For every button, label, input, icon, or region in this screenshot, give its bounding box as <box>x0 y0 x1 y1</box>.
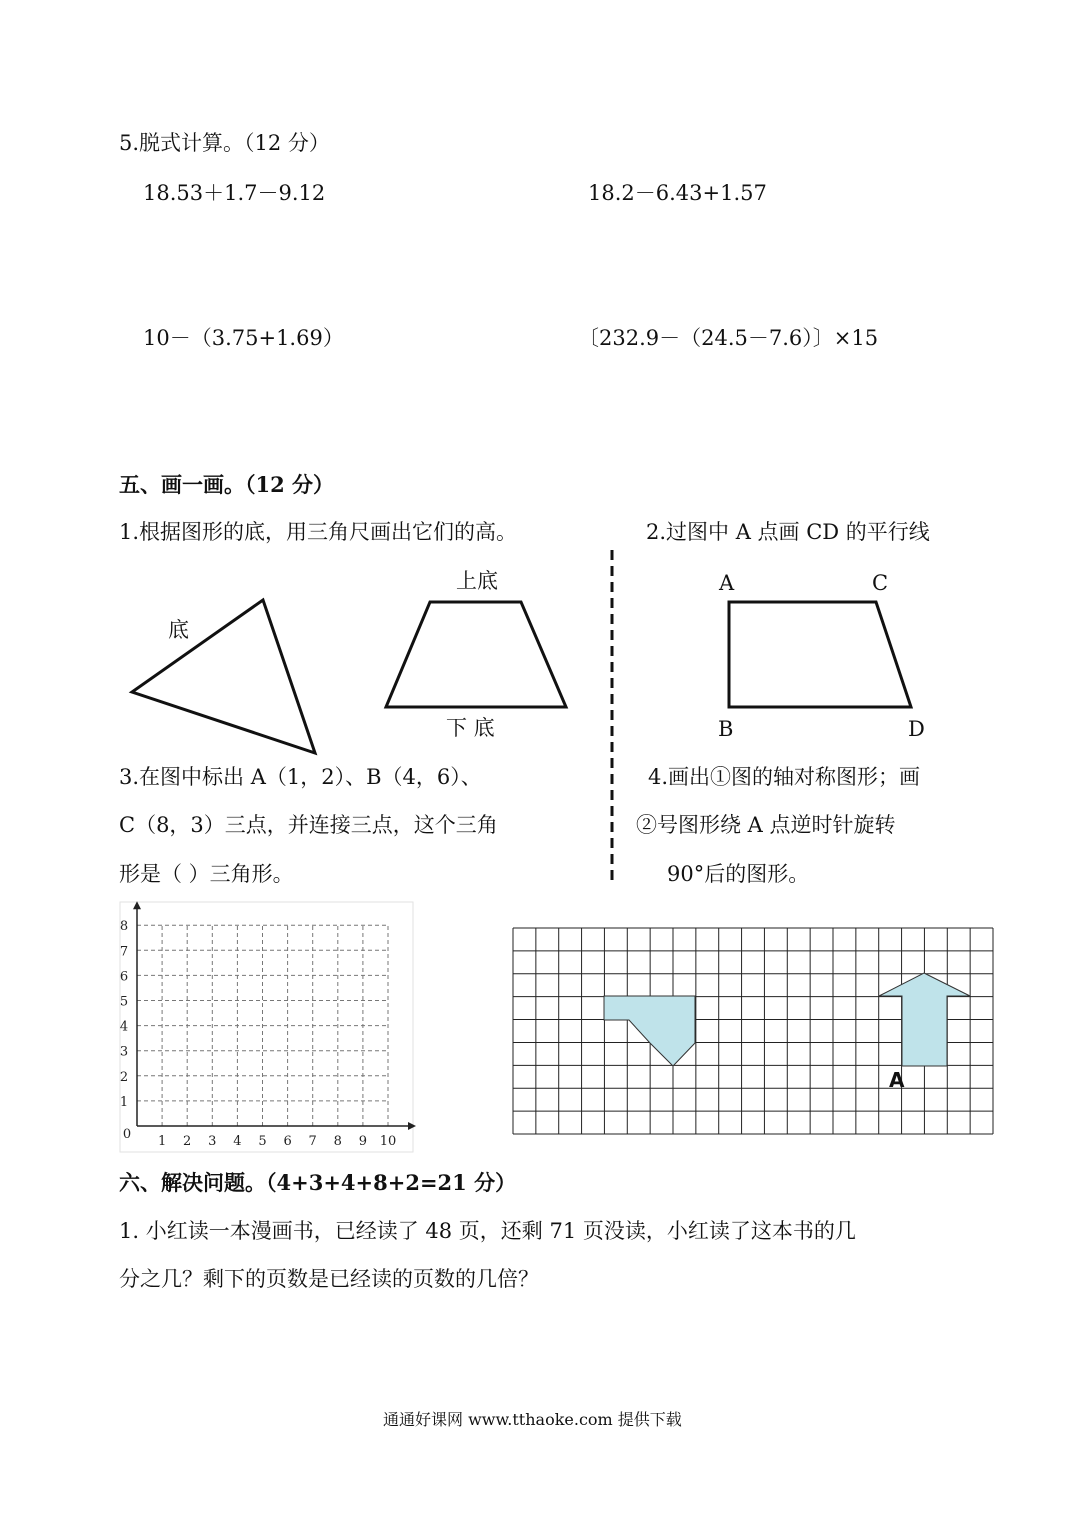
sec5-q3-line3: 形是（ ）三角形。 <box>119 862 294 886</box>
x-tick-label: 6 <box>283 1134 292 1149</box>
x-tick-label: 8 <box>333 1134 342 1149</box>
x-tick-label: 4 <box>233 1134 242 1149</box>
sec5-q4-line2: ②号图形绕 A 点逆时针旋转 <box>636 813 896 837</box>
y-tick-label: 4 <box>119 1019 129 1035</box>
sec5-q3-line1: 3.在图中标出 A（1，2）、B（4，6）、 <box>119 765 482 789</box>
x-tick-label: 0 <box>122 1127 132 1142</box>
y-tick-label: 2 <box>119 1069 129 1085</box>
trapezoid-figure <box>386 602 566 707</box>
x-tick-label: 2 <box>183 1134 192 1149</box>
sec6-q1-line2: 分之几？剩下的页数是已经读的页数的几倍？ <box>119 1267 539 1291</box>
x-tick-label: 9 <box>358 1134 368 1149</box>
quad-label-d: D <box>908 717 925 741</box>
q5-expr-3: 10－（3.75+1.69） <box>143 326 344 350</box>
q5-expr-4: 〔232.9－（24.5－7.6）〕×15 <box>578 326 879 350</box>
x-tick-label: 5 <box>258 1134 267 1149</box>
triangle-figure <box>132 600 315 753</box>
section-6-title: 六、解决问题。（4+3+4+8+2=21 分） <box>119 1170 517 1195</box>
quadrilateral-abcd <box>729 602 911 707</box>
page-footer: 通通好课网 www.tthaoke.com 提供下载 <box>383 1410 682 1429</box>
rotation-point-label: A <box>889 1068 905 1092</box>
sec5-q2: 2.过图中 A 点画 CD 的平行线 <box>646 520 930 544</box>
x-tick-label: 3 <box>208 1134 217 1149</box>
q5-expr-1: 18.53＋1.7－9.12 <box>143 181 326 205</box>
sec5-q3-line2: C（8，3）三点，并连接三点，这个三角 <box>119 813 498 837</box>
y-tick-label: 1 <box>119 1094 129 1110</box>
trapezoid-top-label: 上底 <box>456 569 498 593</box>
y-tick-label: 8 <box>119 919 129 935</box>
trapezoid-bottom-label: 下 底 <box>446 716 495 740</box>
q5-expr-2: 18.2－6.43+1.57 <box>588 181 767 205</box>
q5-title: 5.脱式计算。（12 分） <box>119 131 330 155</box>
quad-label-c: C <box>872 571 889 595</box>
coordinate-grid-frame <box>120 902 413 1152</box>
x-tick-label: 7 <box>308 1134 317 1149</box>
sec5-q4-line1: 4.画出①图的轴对称图形；画 <box>648 765 921 789</box>
quad-label-a: A <box>719 571 735 595</box>
y-tick-label: 5 <box>119 994 129 1010</box>
y-tick-label: 6 <box>119 969 129 985</box>
quad-label-b: B <box>718 717 734 741</box>
sec5-q1: 1.根据图形的底，用三角尺画出它们的高。 <box>119 520 518 544</box>
x-tick-label: 1 <box>157 1134 167 1149</box>
y-tick-label: 3 <box>119 1044 129 1060</box>
sec6-q1-line1: 1. 小红读一本漫画书，已经读了 48 页，还剩 71 页没读，小红读了这本书的几 <box>119 1219 856 1243</box>
sec5-q4-line3: 90°后的图形。 <box>667 862 810 886</box>
x-tick-label: 10 <box>379 1134 397 1149</box>
triangle-base-label: 底 <box>168 618 189 642</box>
section-5-title: 五、画一画。（12 分） <box>119 472 335 497</box>
y-tick-label: 7 <box>119 944 129 960</box>
figure-1-shape <box>604 996 695 1066</box>
